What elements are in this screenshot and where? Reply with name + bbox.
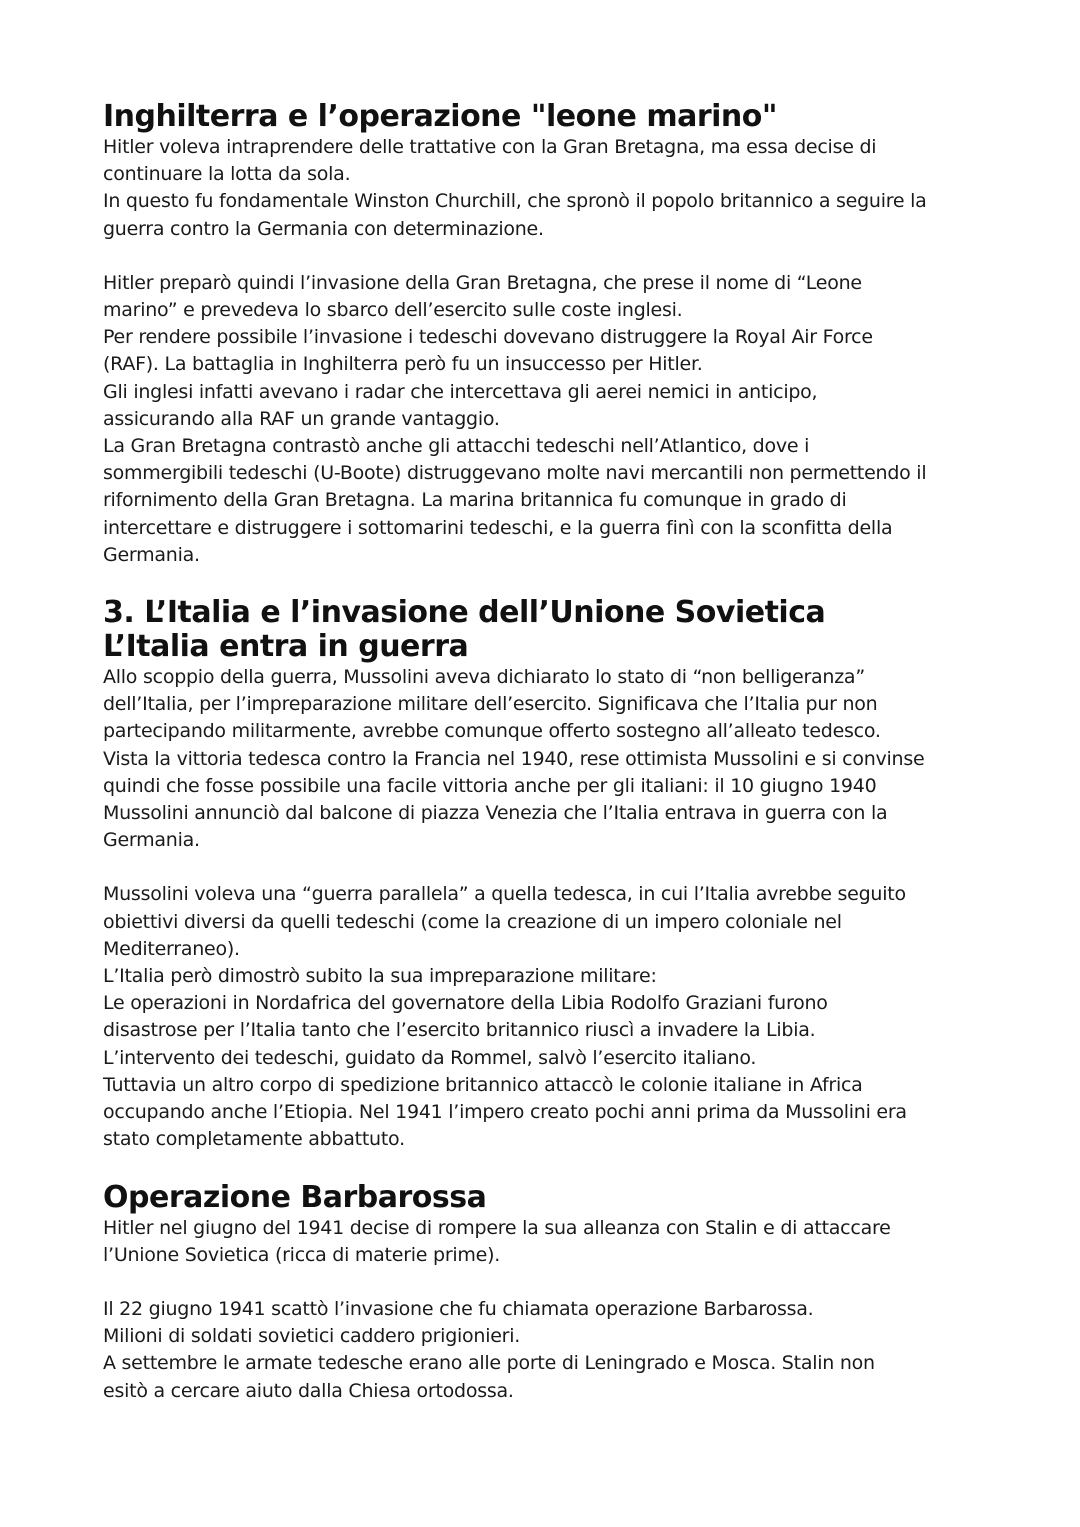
paragraph-spacer [103,854,1003,881]
section-spacer [103,1154,1003,1181]
section-title-leone-marino: Inghilterra e l’operazione "leone marino" [103,99,778,134]
section-spacer [103,569,1003,596]
paragraph-alleanza-stalin: Hitler nel giugno del 1941 decise di rompere la sua alleanza con Stalin e di attaccare l’Unione Sovietica (ricca di materie prime). [103,1216,891,1266]
paragraph-invasione-22-giugno: Il 22 giugno 1941 scattò l’invasione che fu chiamata operazione Barbarossa. Milioni di soldati sovietici caddero prigionieri. A settembre le armate tedesche erano alle porte di Leningrado e Mosca. Stalin non esitò a cercare aiuto dalla Chiesa ortodossa. [103,1297,875,1402]
section-operazione-barbarossa [103,1181,1003,1405]
paragraph-trattative: Hitler voleva intraprendere delle trattative con la Gran Bretagna, ma essa decise di continuare la lotta da sola. In questo fu fondamentale Winston Churchill, che spronò il popolo britannico a seguire la guerra contro la Germania con determinazione. [103,136,927,240]
subheading-italia-entra-in-guerra: L’Italia entra in guerra [103,629,469,665]
paragraph-spacer [103,1269,1003,1296]
chapter-heading-3: 3. L’Italia e l’invasione dell’Unione Sovietica [103,595,826,631]
paragraph-guerra-parallela: Mussolini voleva una “guerra parallela” a quella tedesca, in cui l’Italia avrebbe seguito obiettivi diversi da quelli tedeschi (come la creazione di un impero coloniale nel Mediterraneo). L’Italia però dimostrò subito la sua impreparazione militare: Le operazioni in Nordafrica del governatore della Libia Rodolfo Graziani furono disastrose per l’Italia tanto che l’esercito britannico riuscì a invadere la Libia. L’intervento dei tedeschi, guidato da Rommel, salvò l’esercito italiano. Tuttavia un altro corpo di spedizione britannico attaccò le colonie italiane in Africa occupando anche l’Etiopia. Nel 1941 l’impero creato pochi anni prima da Mussolini era stato completamente abbattuto. [103,883,907,1151]
section-italia-unione-sovietica [103,596,1003,1153]
paragraph-non-belligeranza: Allo scoppio della guerra, Mussolini aveva dichiarato lo stato di “non belligeranza” dell’Italia, per l’impreparazione militare dell’esercito. Significava che l’Italia pur non partecipando militarmente, avrebbe comunque offerto sostegno all’alleato tedesco. Vista la vittoria tedesca contro la Francia nel 1940, rese ottimista Mussolini e si convinse quindi che fosse possibile una facile vittoria anche per gli italiani: il 10 giugno 1940 Mussolini annunciò dal balcone di piazza Venezia che l’Italia entrava in guerra con la Germania. [103,666,925,852]
paragraph-invasione-gran-bretagna: Hitler preparò quindi l’invasione della Gran Bretagna, che prese il nome di “Leone marino” e prevedeva lo sbarco dell’esercito sulle coste inglesi. Per rendere possibile l’invasione i tedeschi dovevano distruggere la Royal Air Force (RAF). La battaglia in Inghilterra però fu un insuccesso per Hitler. Gli inglesi infatti avevano i radar che intercettava gli aerei nemici in anticipo, assicurando alla RAF un grande vantaggio. La Gran Bretagna contrastò anche gli attacchi tedeschi nell’Atlantico, dove i sommergibili tedeschi (U-Boote) distruggevano molte navi mercantili non permettendo il rifornimento della Gran Bretagna. La marina britannica fu comunque in grado di intercettare e distruggere i sottomarini tedeschi, e la guerra finì con la sconfitta della Germania. [103,271,927,566]
section-leone-marino [103,100,1003,569]
paragraph-spacer [103,243,1003,270]
section-title-barbarossa: Operazione Barbarossa [103,1179,487,1215]
document-page [103,100,1003,1405]
